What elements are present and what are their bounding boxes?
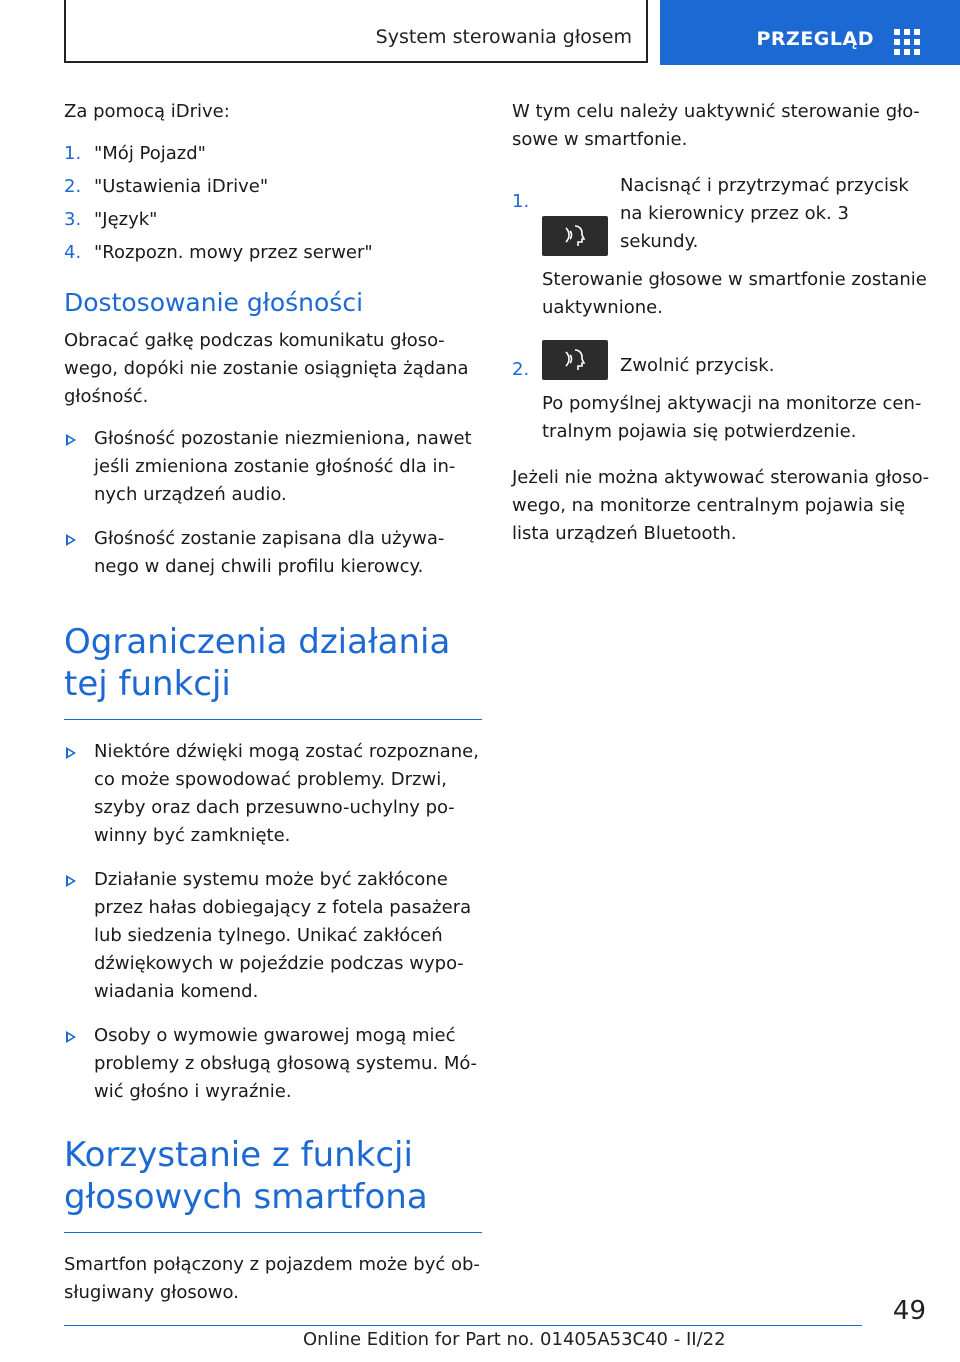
- list-item: [512, 340, 932, 446]
- voice-control-button-icon: [542, 340, 608, 380]
- triangle-bullet-icon: [66, 434, 76, 446]
- list-item: [64, 1022, 482, 1106]
- step-text: "Mój Pojazd": [94, 143, 206, 164]
- intro-text: Za pomocą iDrive:: [64, 101, 230, 122]
- volume-bullets: [64, 425, 482, 581]
- step-number: 2.: [512, 359, 530, 380]
- right-column: [512, 98, 932, 548]
- grid-menu-icon: [894, 29, 920, 55]
- bullet-text: Działanie systemu może być zakłócone przez hałas dobiegający z fotela pasażera lub siedzenia tylnego. Unikać zakłóceń dźwiękowych w pojeździe podczas wypowiadania komend.: [94, 869, 472, 1002]
- step-number: 3.: [64, 209, 82, 230]
- triangle-bullet-icon: [66, 747, 76, 759]
- step-text: Zwolnić przycisk.: [620, 355, 775, 376]
- step-text: "Język": [94, 209, 158, 230]
- list-item: [64, 738, 482, 850]
- overview-tab[interactable]: [660, 0, 960, 65]
- step-subtext: Sterowanie głosowe w smartfonie zostanie uaktywnione.: [542, 269, 927, 318]
- left-column: [64, 98, 482, 1307]
- step-number: 1.: [512, 191, 530, 212]
- step-text: "Ustawienia iDrive": [94, 176, 269, 197]
- bullet-text: Niektóre dźwięki mogą zostać rozpoznane, co może spowodować problemy. Drzwi, szyby oraz dach przesuwno-uchylny powinny być zamknięte.: [94, 741, 479, 846]
- triangle-bullet-icon: [66, 1031, 76, 1043]
- list-item: [512, 172, 932, 322]
- overview-tab-label: PRZEGLĄD: [756, 28, 874, 50]
- step-number: 4.: [64, 242, 82, 263]
- triangle-bullet-icon: [66, 534, 76, 546]
- section-title: System sterowania głosem: [375, 26, 632, 48]
- list-item: [64, 525, 482, 581]
- footer-divider: [64, 1325, 862, 1326]
- list-item: [64, 239, 482, 267]
- list-item: [64, 866, 482, 1006]
- limits-bullets: [64, 738, 482, 1106]
- volume-heading: Dostosowanie głośności: [64, 288, 364, 317]
- list-item: [64, 425, 482, 509]
- volume-text: Obracać gałkę podczas komunikatu głosowego, dopóki nie zostanie osiągnięta żądana głośność.: [64, 330, 469, 407]
- triangle-bullet-icon: [66, 875, 76, 887]
- voice-control-button-icon: [542, 216, 608, 256]
- step-text: "Rozpozn. mowy przez serwer": [94, 242, 373, 263]
- right-intro-text: W tym celu należy uaktywnić sterowanie głosowe w smartfonie.: [512, 101, 920, 150]
- heading-divider: [64, 719, 482, 720]
- bullet-text: Osoby o wymowie gwarowej mogą mieć problemy z obsługą głosową systemu. Mówić głośno i wyraźnie.: [94, 1025, 477, 1102]
- step-subtext: Po pomyślnej aktywacji na monitorze centralnym pojawia się potwierdzenie.: [542, 393, 922, 442]
- list-item: [64, 140, 482, 168]
- step-number: 2.: [64, 176, 82, 197]
- idrive-steps: [64, 140, 482, 267]
- list-item: [64, 173, 482, 201]
- bullet-text: Głośność pozostanie niezmieniona, nawet jeśli zmieniona zostanie głośność dla innych urządzeń audio.: [94, 428, 472, 505]
- list-item: [64, 206, 482, 234]
- limits-heading: Ograniczenia działania tej funkcji: [64, 622, 451, 704]
- bullet-text: Głośność zostanie zapisana dla używanego w danej chwili profilu kierowcy.: [94, 528, 445, 577]
- smartphone-text: Smartfon połączony z pojazdem może być obsługiwany głosowo.: [64, 1254, 480, 1303]
- heading-divider: [64, 1232, 482, 1233]
- smartphone-steps: [512, 172, 932, 446]
- step-text: Nacisnąć i przytrzymać przycisk na kierownicy przez ok. 3 sekundy.: [620, 175, 909, 252]
- page-number: 49: [892, 1296, 926, 1326]
- header-section-box: [64, 0, 648, 63]
- edition-footer: Online Edition for Part no. 01405A53C40 - II/22: [303, 1329, 726, 1350]
- right-outro-text: Jeżeli nie można aktywować sterowania głosowego, na monitorze centralnym pojawia się lista urządzeń Bluetooth.: [512, 467, 930, 544]
- step-number: 1.: [64, 143, 82, 164]
- smartphone-heading: Korzystanie z funkcji głosowych smartfona: [64, 1135, 428, 1217]
